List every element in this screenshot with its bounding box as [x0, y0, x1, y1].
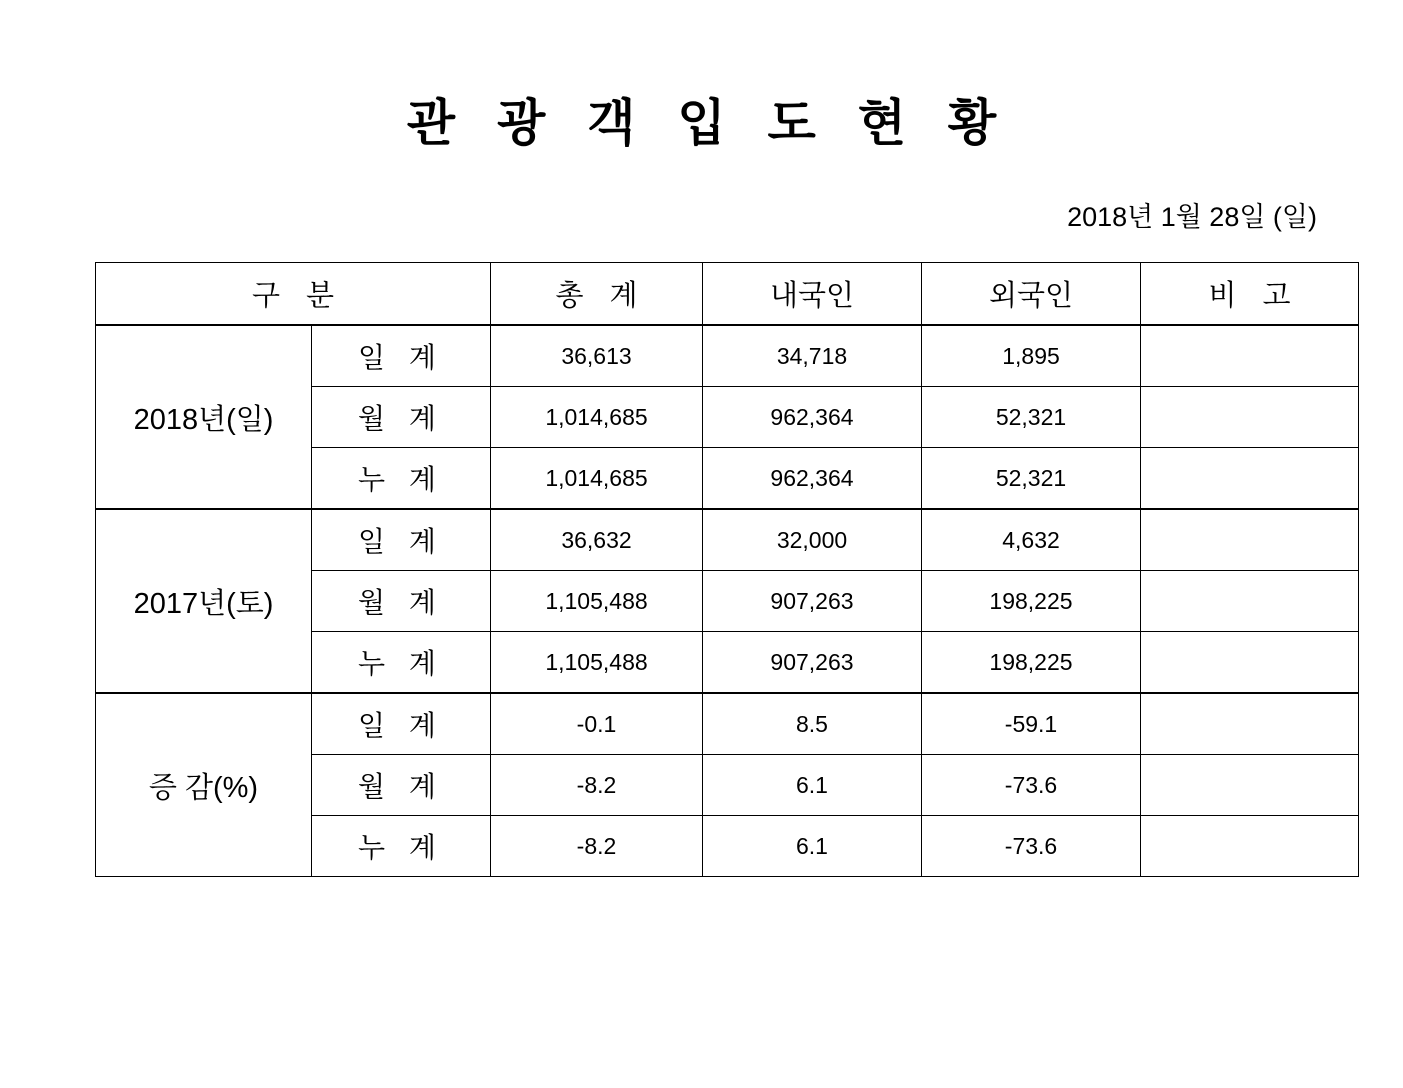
cell-total: -8.2: [491, 755, 703, 816]
cell-total: 1,105,488: [491, 632, 703, 694]
cell-foreign: 52,321: [922, 448, 1141, 510]
statistics-table-container: [0, 262, 1403, 877]
table-row: [96, 693, 1359, 755]
cell-domestic: 962,364: [703, 387, 922, 448]
cell-foreign: 4,632: [922, 509, 1141, 571]
cell-note: [1141, 816, 1359, 877]
page-title: 관 광 객 입 도 현 황: [406, 95, 1011, 151]
sub-label: 누 계: [312, 448, 491, 510]
cell-total: 1,014,685: [491, 448, 703, 510]
table-row: [96, 509, 1359, 571]
tourist-arrivals-table: [95, 262, 1359, 877]
cell-note: [1141, 632, 1359, 694]
cell-note: [1141, 387, 1359, 448]
header-domestic: 내국인: [703, 263, 922, 326]
group-label-2018: 2018년(일): [96, 325, 312, 509]
header-division: 구 분: [96, 263, 491, 326]
cell-total: 36,613: [491, 325, 703, 387]
cell-domestic: 6.1: [703, 755, 922, 816]
cell-total: 36,632: [491, 509, 703, 571]
cell-note: [1141, 325, 1359, 387]
cell-domestic: 34,718: [703, 325, 922, 387]
cell-foreign: 1,895: [922, 325, 1141, 387]
table-header-row: [96, 263, 1359, 326]
cell-domestic: 6.1: [703, 816, 922, 877]
cell-total: 1,014,685: [491, 387, 703, 448]
cell-total: -0.1: [491, 693, 703, 755]
cell-note: [1141, 448, 1359, 510]
cell-note: [1141, 571, 1359, 632]
cell-foreign: 198,225: [922, 571, 1141, 632]
cell-foreign: -73.6: [922, 755, 1141, 816]
report-date: 2018년 1월 28일 (일): [1067, 202, 1317, 232]
table-row: [96, 325, 1359, 387]
sub-label: 누 계: [312, 816, 491, 877]
group-label-2017: 2017년(토): [96, 509, 312, 693]
sub-label: 일 계: [312, 693, 491, 755]
cell-note: [1141, 509, 1359, 571]
sub-label: 월 계: [312, 755, 491, 816]
cell-note: [1141, 693, 1359, 755]
header-foreign: 외국인: [922, 263, 1141, 326]
header-note: 비 고: [1141, 263, 1359, 326]
cell-domestic: 962,364: [703, 448, 922, 510]
group-label-change: 증 감(%): [96, 693, 312, 877]
cell-foreign: -73.6: [922, 816, 1141, 877]
sub-label: 일 계: [312, 325, 491, 387]
cell-total: 1,105,488: [491, 571, 703, 632]
header-total: 총 계: [491, 263, 703, 326]
sub-label: 월 계: [312, 387, 491, 448]
sub-label: 일 계: [312, 509, 491, 571]
cell-domestic: 8.5: [703, 693, 922, 755]
cell-foreign: -59.1: [922, 693, 1141, 755]
cell-total: -8.2: [491, 816, 703, 877]
cell-domestic: 907,263: [703, 632, 922, 694]
sub-label: 누 계: [312, 632, 491, 694]
sub-label: 월 계: [312, 571, 491, 632]
cell-domestic: 32,000: [703, 509, 922, 571]
cell-foreign: 198,225: [922, 632, 1141, 694]
cell-note: [1141, 755, 1359, 816]
document-page: [0, 96, 1403, 1088]
cell-foreign: 52,321: [922, 387, 1141, 448]
cell-domestic: 907,263: [703, 571, 922, 632]
